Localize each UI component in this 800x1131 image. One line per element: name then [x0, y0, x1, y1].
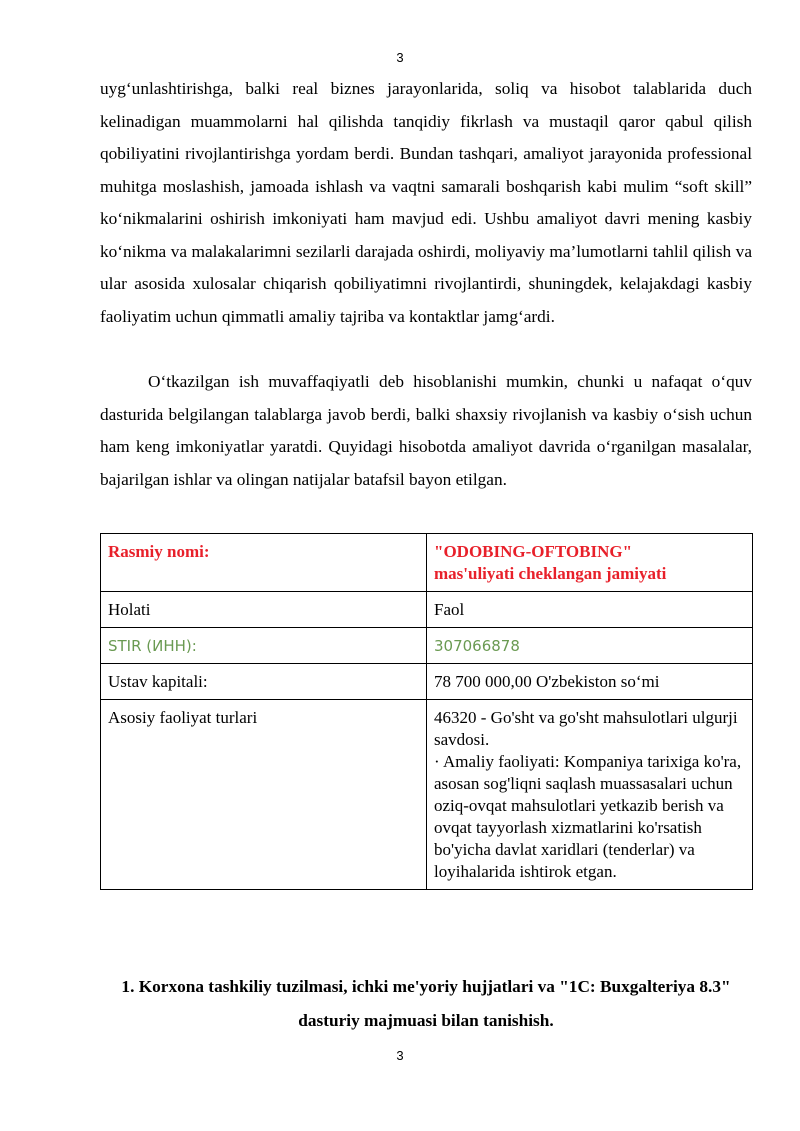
section-heading: 1. Korxona tashkiliy tuzilmasi, ichki me'yoriy hujjatlari va "1C: Buxgalteriya 8.3" dasturiy majmuasi bilan tanishish.	[121, 977, 731, 1030]
table-row-official-name	[101, 534, 753, 592]
table-row-charter-capital	[101, 664, 753, 700]
stir-value-text: 307066878	[434, 637, 520, 655]
paragraph-summary: O‘tkazilgan ish muvaffaqiyatli deb hisoblanishi mumkin, chunki u nafaqat o‘quv dasturida belgilangan talablarga javob berdi, balki shaxsiy rivojlanish va kasbiy o‘sish uchun ham keng imkoniyatlar yaratdi. Quyidagi hisobotda amaliyot davrida o‘rganilgan masalalar, bajarilgan ishlar va olingan natijalar batafsil bayon etilgan.	[100, 372, 752, 489]
main-activities-value-line2: · Amaliy faoliyati: Kompaniya tarixiga ko'ra, asosan sog'liqni saqlash muassasalari uchun oziq-ovqat mahsulotlari yetkazib berish va ovqat tayyorlash xizmatlarini ko'rsatish bo'yicha davlat xaridlari (tenderlar) va loyihalarida ishtirok etgan.	[434, 752, 742, 881]
main-activities-value-line1: 46320 - Go'sht va go'sht mahsulotlari ulgurji savdosi.	[434, 708, 738, 749]
official-name-label	[101, 534, 427, 592]
status-label: Holati	[101, 592, 427, 628]
page-number-bottom: 3	[396, 1048, 404, 1063]
main-activities-value	[427, 700, 753, 890]
official-name-label-text: Rasmiy nomi:	[108, 542, 210, 561]
charter-capital-value: 78 700 000,00 O'zbekiston so‘mi	[427, 664, 753, 700]
stir-label	[101, 628, 427, 664]
paragraph-intro: uyg‘unlashtirishga, balki real biznes jarayonlarida, soliq va hisobot talablarida duch kelinadigan muammolarni hal qilishda tanqidiy fikrlash va mustaqil qaror qabul qilish qobiliyatini rivojlantirishga yordam berdi. Bundan tashqari, amaliyot jarayonida professional muhitga moslashish, jamoada ishlash va vaqtni samarali boshqarish kabi mulim “soft skill” ko‘nikmalarini oshirish imkoniyati ham mavjud edi. Ushbu amaliyot davri mening kasbiy ko‘nikma va malakalarimni sezilarli darajada oshirdi, moliyaviy ma’lumotlarni tahlil qilish va ular asosida xulosalar chiqarish qobiliyatimni rivojlantirdi, shuningdek, kelajakdagi kasbiy faoliyatim uchun qimmatli amaliy tajriba va kontaktlar jamg‘ardi.	[100, 79, 752, 326]
company-info-table	[100, 533, 753, 890]
status-value: Faol	[427, 592, 753, 628]
main-activities-label: Asosiy faoliyat turlari	[101, 700, 427, 890]
table-row-main-activities	[101, 700, 753, 890]
official-name-value-line1: "ODOBING-OFTOBING"	[434, 542, 633, 561]
official-name-value	[427, 534, 753, 592]
official-name-value-line2: mas'uliyati cheklangan jamiyati	[434, 564, 667, 583]
page-number-top: 3	[396, 50, 404, 65]
table-row-stir	[101, 628, 753, 664]
table-row-status	[101, 592, 753, 628]
stir-label-text: STIR (ИНН):	[108, 637, 197, 655]
stir-value	[427, 628, 753, 664]
charter-capital-label: Ustav kapitali:	[101, 664, 427, 700]
